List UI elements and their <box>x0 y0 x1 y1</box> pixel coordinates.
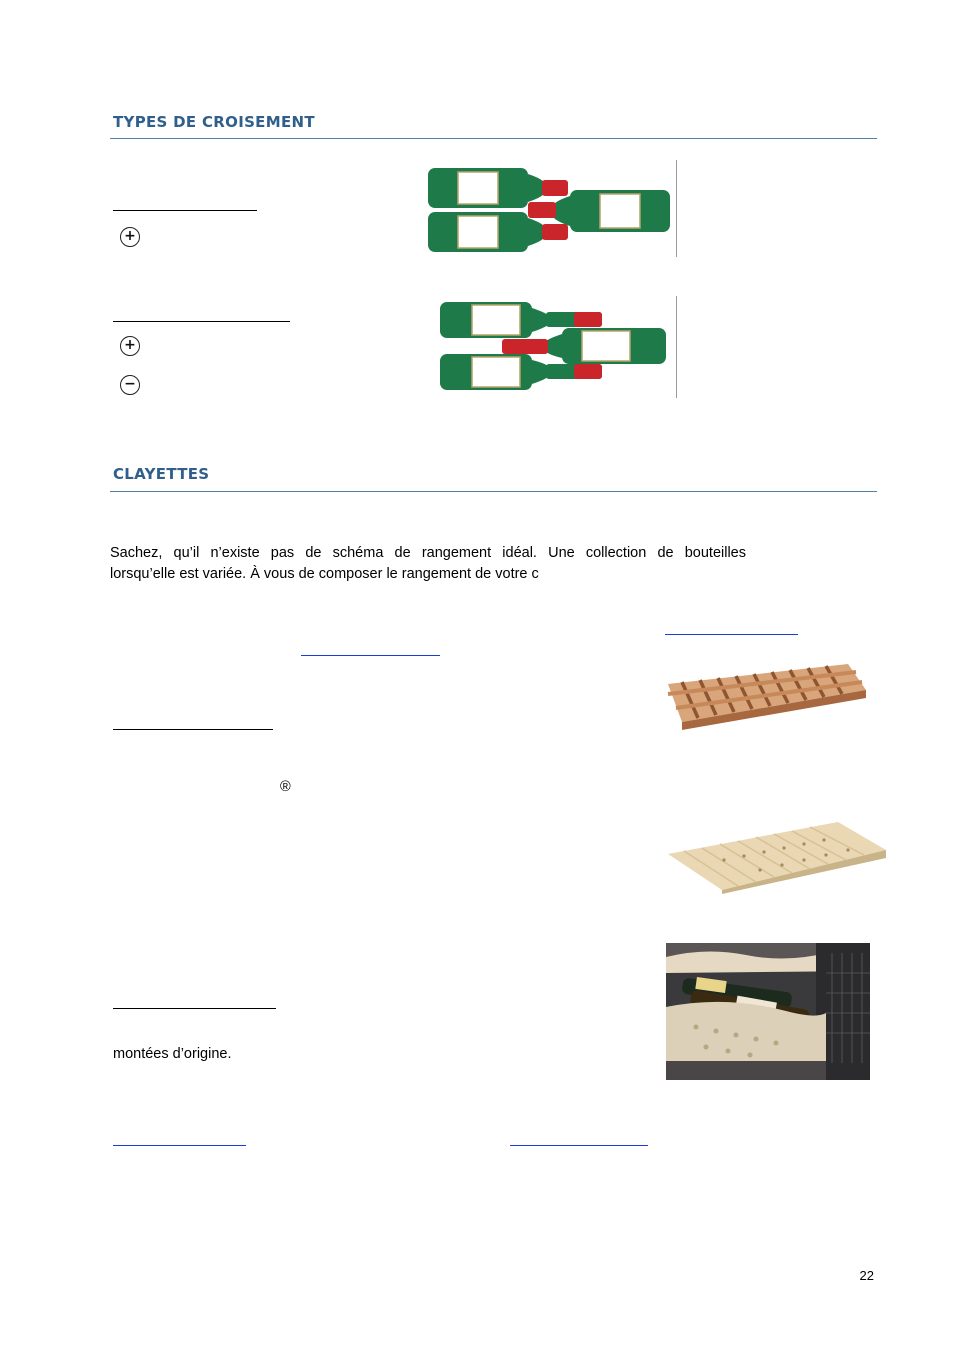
hyperlink-underline[interactable] <box>301 655 440 656</box>
section-title-types-croisement: TYPES DE CROISEMENT <box>113 113 315 131</box>
plus-circle-icon: + <box>120 227 140 247</box>
paragraph-line-2: lorsqu’elle est variée. À vous de composer le rangement de votre c <box>110 566 539 582</box>
underline-blank <box>113 1008 276 1009</box>
hyperlink-underline[interactable] <box>665 634 798 635</box>
plus-circle-icon: + <box>120 336 140 356</box>
origin-text: montées d’origine. <box>113 1046 232 1062</box>
bottles-crossed-illustration-2 <box>438 300 670 392</box>
minus-circle-icon: − <box>120 375 140 395</box>
vertical-divider <box>676 296 677 398</box>
underline-blank <box>113 729 273 730</box>
wooden-shelf-image-1 <box>652 660 868 732</box>
hyperlink-underline[interactable] <box>113 1145 246 1146</box>
hyperlink-underline[interactable] <box>510 1145 648 1146</box>
section-title-clayettes: CLAYETTES <box>113 465 210 483</box>
registered-mark: ® <box>280 779 291 795</box>
vertical-divider <box>676 160 677 257</box>
bottles-crossed-illustration-1 <box>426 164 674 256</box>
cellar-shelf-photo <box>666 943 870 1080</box>
paragraph-line-1: Sachez, qu’il n’existe pas de schéma de rangement idéal. Une collection de bouteilles <box>110 545 746 561</box>
page-number: 22 <box>859 1268 874 1283</box>
underline-blank <box>113 321 290 322</box>
intro-paragraph <box>110 543 746 585</box>
section-rule <box>110 491 877 492</box>
wooden-shelf-image-2 <box>664 820 890 894</box>
underline-blank <box>113 210 257 211</box>
section-rule <box>110 138 877 139</box>
